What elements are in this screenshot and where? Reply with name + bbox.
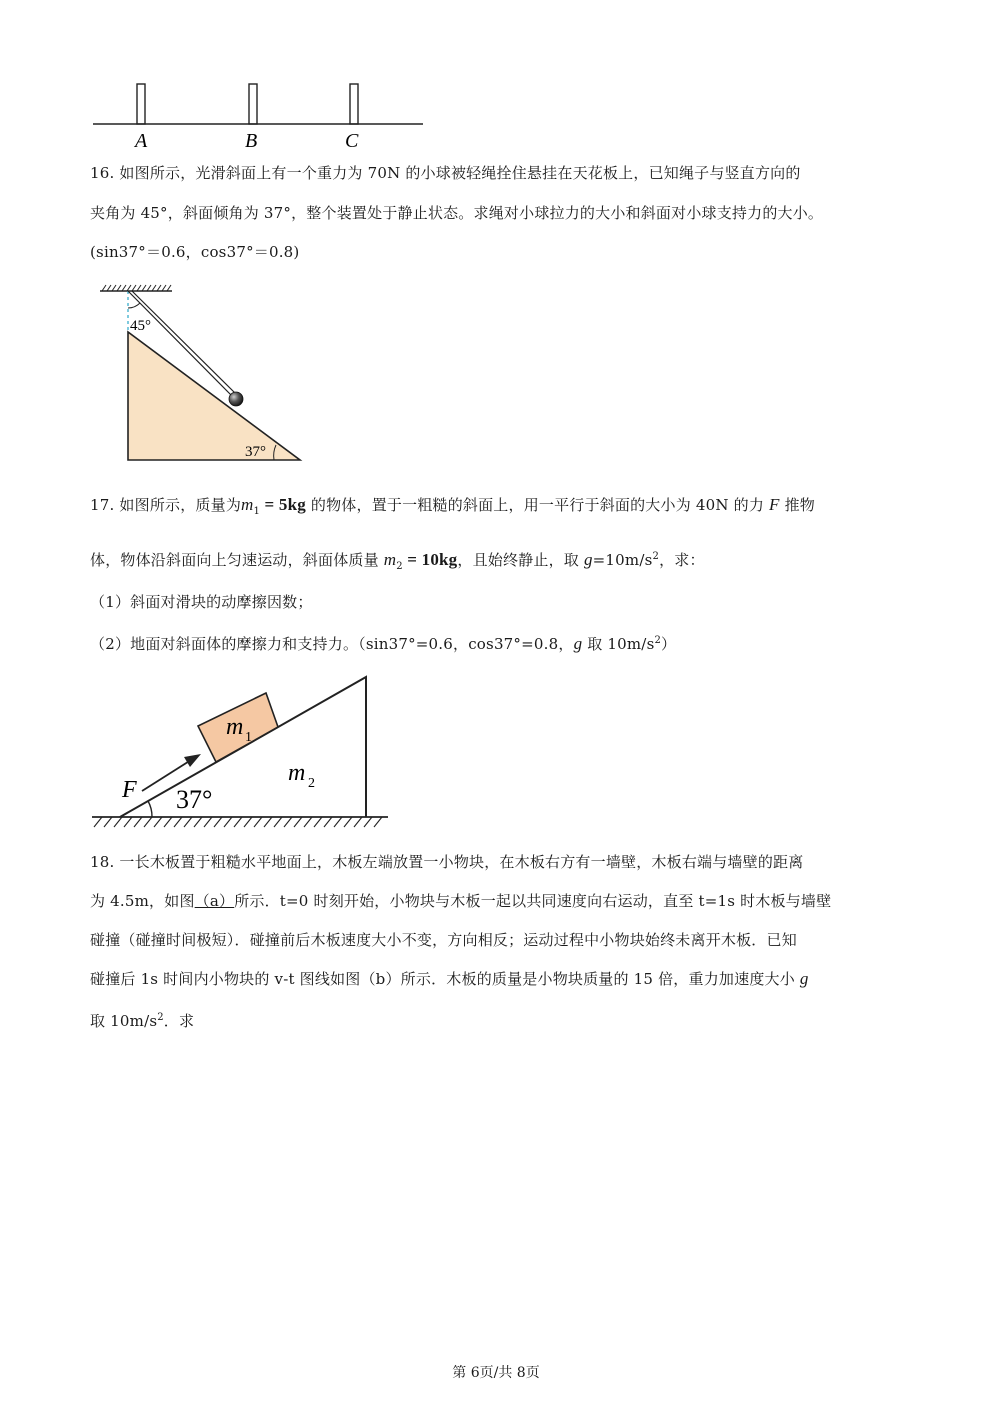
q17-line-1-b: 的物体，置于一粗糙的斜面上，用一平行于斜面的大小为 40N 的力 [305,496,770,514]
q17-line-2 [90,546,910,578]
figure-ref-a: （a） [194,892,235,910]
q17-line-2-c: =10m/s [592,551,653,569]
q17-part-2-b: 取 10m/s [582,635,655,653]
q17-line-1 [90,494,910,523]
q18-line-3: 碰撞（碰撞时间极短）．碰撞前后木板速度大小不变，方向相反；运动过程中小物块始终未离开木板．已知 [90,931,797,949]
mass-symbol-m1: m [241,495,254,514]
figure-ball-on-incline [90,280,320,470]
force-label-f: F [122,777,137,803]
gravity-symbol: g [583,550,593,569]
block-label-sub: 1 [245,730,252,745]
q18-line-5 [90,1007,910,1032]
q17-line-2-b: ，且始终静止，取 [457,551,584,569]
q17-line-1-a: 17. 如图所示，质量为 [90,496,242,514]
page-footer: 第 6页/共 8页 [452,1365,540,1381]
q17-part-2-c: ） [661,635,677,653]
angle-label-37: 37° [245,444,266,460]
q18-line-4 [90,968,910,990]
ball [229,392,243,406]
q17-part-2-a: （2）地面对斜面体的摩擦力和支持力。（sin37°=0.6，cos37°=0.8， [90,635,574,653]
exponent-2: 2 [652,551,660,562]
q18-line-2-b: 所示．t=0 时刻开始，小物块与木板一起以共同速度向右运动，直至 t=1s 时木板与墙壁 [234,892,832,910]
q18-line-2 [90,890,910,912]
q17-line-2-a: 体，物体沿斜面向上匀速运动，斜面体质量 [90,551,384,569]
mass-value-m1: = 5kg [260,495,306,514]
mass-value-m2: = 10kg [402,550,458,569]
figure-posts-abc [90,76,430,156]
q16-line-1: 16. 如图所示，光滑斜面上有一个重力为 70N 的小球被轻绳拴住悬挂在天花板上，已知绳子与竖直方向的 [90,164,801,182]
exponent-2c: 2 [157,1012,164,1023]
q16-line-3: (sin37°＝0.6，cos37°＝0.8) [90,243,300,261]
q18-line-5-b: ．求 [163,1012,195,1030]
q17-part-2 [90,630,910,655]
mass-subscript-2: 2 [396,561,403,572]
wedge-label-m: m [288,760,306,786]
post-label-c: C [345,130,359,152]
q18-line-2-a: 为 4.5m，如图 [90,892,195,910]
q17-line-1-c: 推物 [779,496,815,514]
mass-subscript-1: 1 [253,506,261,517]
q18-line-4-a: 碰撞后 1s 时间内小物块的 v-t 图线如图（b）所示．木板的质量是小物块质量的 15 倍，重力加速度大小 [90,970,800,988]
wedge-label-sub: 2 [308,776,315,791]
q18-line-1: 18. 一长木板置于粗糙水平地面上，木板左端放置一小物块，在木板右方有一墙壁，木板右端与墙壁的距离 [90,853,804,871]
force-symbol: F [769,495,780,514]
gravity-symbol-3: g [799,969,809,988]
angle-label-45: 45° [130,318,151,334]
post-label-b: B [245,130,258,152]
figure-block-on-incline [90,670,400,835]
q16-line-2: 夹角为 45°，斜面倾角为 37°，整个装置处于静止状态。求绳对小球拉力的大小和斜面对小球支持力的大小。 [90,204,824,222]
q18-line-5-a: 取 10m/s [90,1012,158,1030]
post-label-a: A [135,130,148,152]
mass-symbol-m2: m [383,550,397,569]
angle-label-37-b: 37° [176,785,213,814]
block-label-m: m [226,714,244,740]
q17-line-2-d: ，求： [659,551,705,569]
exponent-2b: 2 [654,635,662,646]
q17-part-1: （1）斜面对滑块的动摩擦因数； [90,593,313,611]
gravity-symbol-2: g [573,634,583,653]
